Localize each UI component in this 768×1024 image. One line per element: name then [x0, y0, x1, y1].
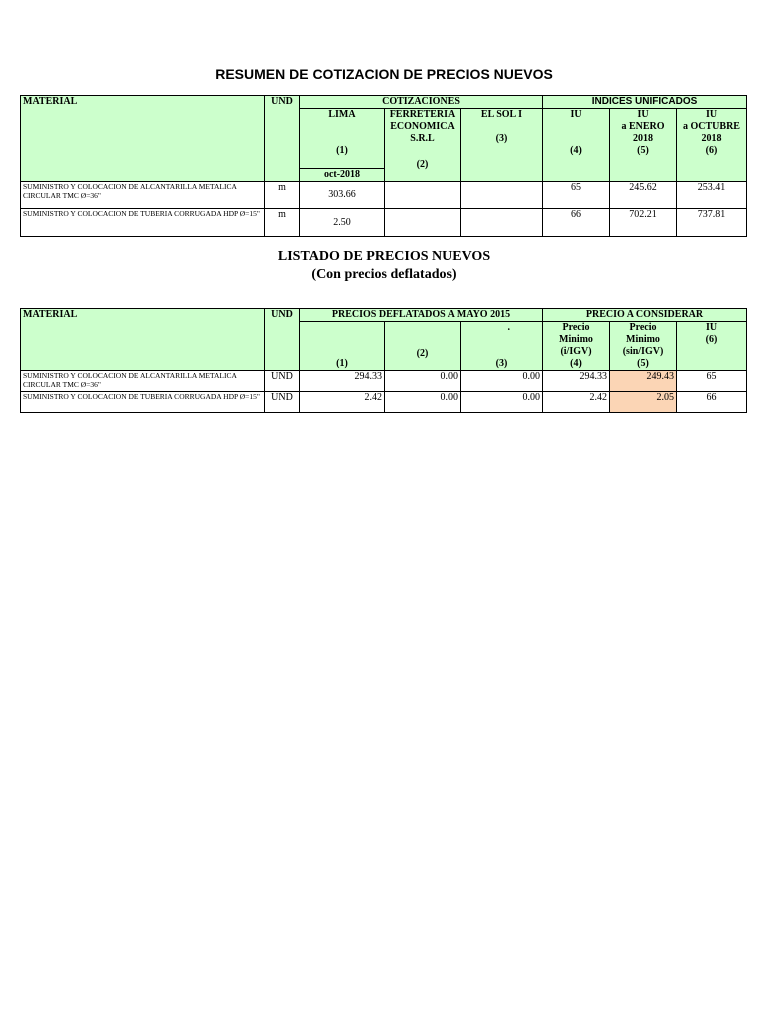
listing-title: LISTADO DE PRECIOS NUEVOS (Con precios deflatados) [277, 249, 491, 282]
iu-cell: 65 [677, 371, 747, 392]
iu-header: IU (4) [543, 109, 610, 169]
material-header: MATERIAL [21, 96, 265, 182]
deflated-3-cell: 0.00 [461, 392, 543, 413]
lima-cell: 303.66 [300, 182, 385, 209]
deflated-3-header: . (3) [461, 322, 543, 371]
table-row [21, 371, 747, 392]
quotation-summary-table [20, 95, 747, 237]
table-row [21, 392, 747, 413]
precio-minimo-igv-header: Precio Minimo (i/IGV) (4) [543, 322, 610, 371]
summary-title: RESUMEN DE COTIZACION DE PRECIOS NUEVOS [215, 66, 553, 82]
deflated-2-cell: 0.00 [385, 392, 461, 413]
precio-minimo-sin-igv-header: Precio Minimo (sin/IGV) (5) [610, 322, 677, 371]
ferreteria-cell [385, 182, 461, 209]
lima-cell: 2.50 [300, 209, 385, 237]
cotizaciones-header: COTIZACIONES [300, 96, 543, 109]
iu-header: IU (6) [677, 322, 747, 371]
precio-minimo-igv-cell: 2.42 [543, 392, 610, 413]
deflated-2-cell: 0.00 [385, 371, 461, 392]
elsol-header: EL SOL I (3) [461, 109, 543, 169]
elsol-cell [461, 209, 543, 237]
precio-minimo-igv-cell: 294.33 [543, 371, 610, 392]
deflated-3-cell: 0.00 [461, 371, 543, 392]
und-header: UND [265, 309, 300, 371]
iu-enero-cell: 702.21 [610, 209, 677, 237]
und-header: UND [265, 96, 300, 182]
material-cell: SUMINISTRO Y COLOCACION DE TUBERIA CORRUGADA HDP Ø=15" [21, 209, 265, 237]
und-cell: m [265, 209, 300, 237]
material-cell: SUMINISTRO Y COLOCACION DE TUBERIA CORRUGADA HDP Ø=15" [21, 392, 265, 413]
material-cell: SUMINISTRO Y COLOCACION DE ALCANTARILLA METALICA CIRCULAR TMC Ø=36" [21, 182, 265, 209]
iu-cell: 66 [543, 209, 610, 237]
iu-cell: 65 [543, 182, 610, 209]
deflated-1-cell: 294.33 [300, 371, 385, 392]
ferreteria-header: FERRETERIA ECONOMICA S.R.L (2) [385, 109, 461, 182]
considerar-header: PRECIO A CONSIDERAR [543, 309, 747, 322]
table-row [21, 209, 747, 237]
lima-date: oct-2018 [300, 169, 385, 182]
deflated-1-header: (1) [300, 322, 385, 371]
indices-header: INDICES UNIFICADOS [543, 96, 747, 109]
deflated-prices-table [20, 308, 747, 413]
deflated-2-header: (2) [385, 322, 461, 371]
iu-enero-header: IU a ENERO 2018 (5) [610, 109, 677, 169]
und-cell: m [265, 182, 300, 209]
precio-minimo-sin-igv-cell: 249.43 [610, 371, 677, 392]
iu-enero-cell: 245.62 [610, 182, 677, 209]
lima-header: LIMA (1) [300, 109, 385, 169]
und-cell: UND [265, 371, 300, 392]
table-row [21, 182, 747, 209]
material-header: MATERIAL [21, 309, 265, 371]
und-cell: UND [265, 392, 300, 413]
material-cell: SUMINISTRO Y COLOCACION DE ALCANTARILLA METALICA CIRCULAR TMC Ø=36" [21, 371, 265, 392]
ferreteria-cell [385, 209, 461, 237]
iu-octubre-header: IU a OCTUBRE 2018 (6) [677, 109, 747, 169]
elsol-cell [461, 182, 543, 209]
iu-octubre-cell: 253.41 [677, 182, 747, 209]
precio-minimo-sin-igv-cell: 2.05 [610, 392, 677, 413]
deflated-1-cell: 2.42 [300, 392, 385, 413]
deflatados-header: PRECIOS DEFLATADOS A MAYO 2015 [300, 309, 543, 322]
iu-octubre-cell: 737.81 [677, 209, 747, 237]
iu-cell: 66 [677, 392, 747, 413]
